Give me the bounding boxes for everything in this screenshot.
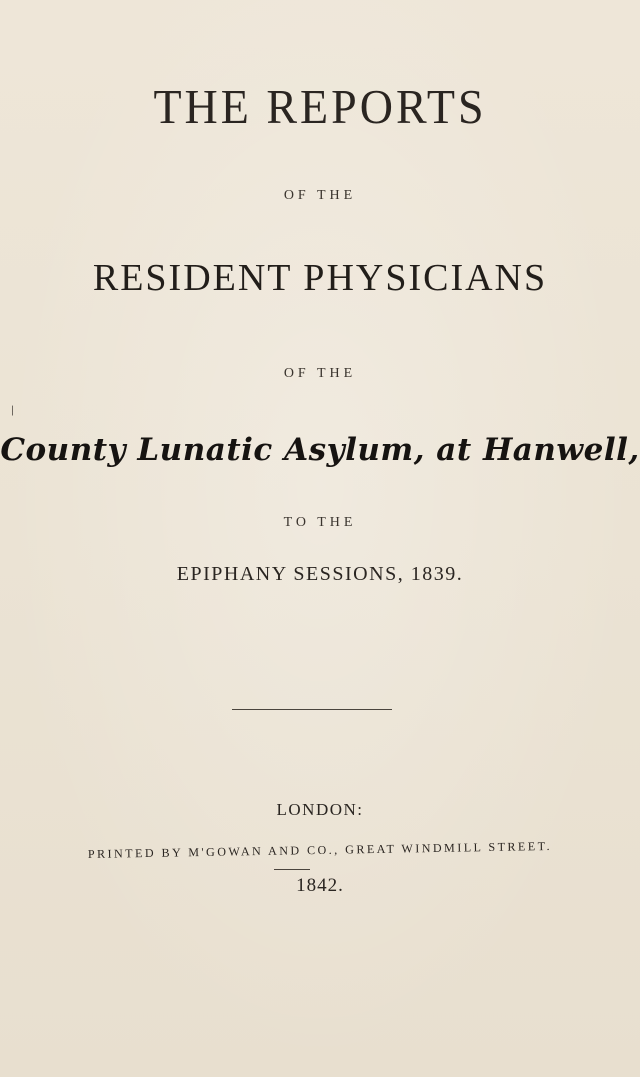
stray-mark-icon: \ [7, 403, 17, 420]
short-divider-rule [274, 869, 310, 870]
connector-of-the-1: OF THE [283, 188, 357, 203]
imprint-year: 1842. [296, 875, 344, 896]
divider-rule [232, 709, 392, 710]
connector-to-the: TO THE [283, 515, 357, 530]
institution-name: County Lunatic Asylum, at Hanwell, [0, 432, 640, 468]
sessions-line: EPIPHANY SESSIONS, 1839. [176, 563, 464, 585]
imprint-place: LONDON: [276, 800, 364, 819]
imprint-printer: PRINTED BY M'GOWAN AND CO., GREAT WINDMILL STREET. [87, 838, 553, 862]
page-title: THE REPORTS [153, 79, 487, 134]
connector-of-the-2: OF THE [283, 366, 357, 381]
subtitle: RESIDENT PHYSICIANS [92, 257, 548, 299]
